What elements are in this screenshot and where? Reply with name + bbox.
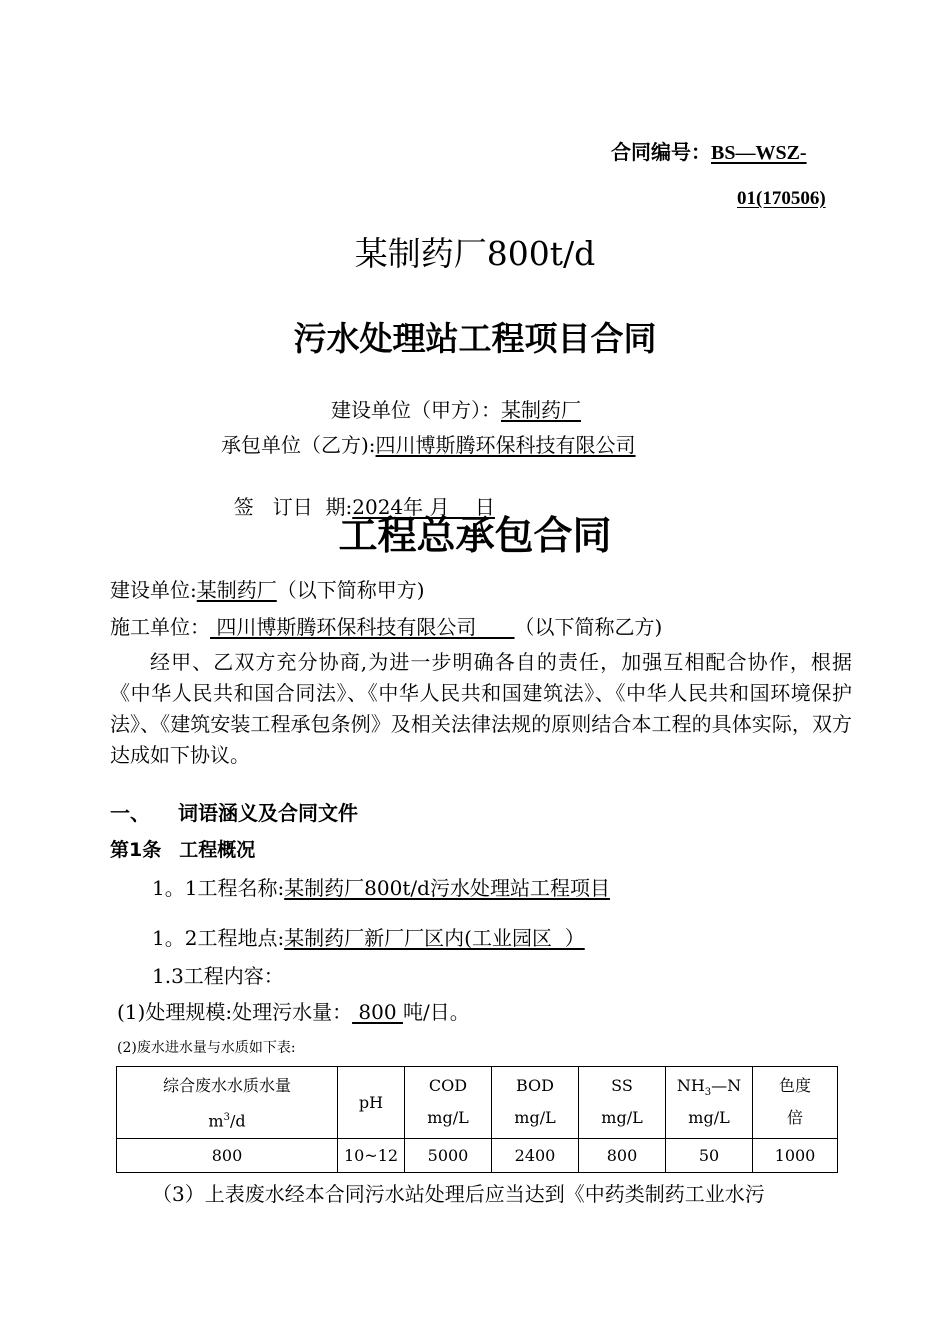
intro-paragraph: 经甲、乙双方充分协商,为进一步明确各自的责任，加强互相配合协作，根据《中华人民共和国合同法》、《中华人民共和国建筑法》、《中华人民共和国环境保护法》、《建筑安装工程承包条例》及相关法律法规的原则结合本工程的具体实际，双方达成如下协议。 (110, 650, 852, 767)
table-cell: 50 (666, 1139, 753, 1173)
treatment-scale (117, 996, 470, 1025)
article-heading (110, 835, 255, 862)
project-name-label: 1。1工程名称: (152, 876, 285, 900)
party-builder (110, 611, 662, 640)
header-cell-volume: 综合废水水质水量 $m^3/d$ (117, 1067, 338, 1139)
cover-owner-value: 某制药厂 (501, 398, 581, 422)
project-content-label: 1.3工程内容： (152, 964, 284, 988)
cover-owner (331, 394, 581, 423)
table-header-row (117, 1067, 838, 1139)
header-cell-ph: pH (338, 1067, 405, 1139)
header-cell-nh3n: $NH_3—N$ mg/L (666, 1067, 753, 1139)
party-builder-value: 四川博斯腾环保科技有限公司 (210, 615, 515, 639)
cover-owner-label: 建设单位（甲方）： (331, 398, 501, 422)
section-heading (110, 797, 358, 826)
treatment-scale-prefix: (1)处理规模:处理污水量： (117, 1000, 353, 1024)
main-title: 工程总承包合同 (338, 514, 612, 559)
party-owner-label: 建设单位: (110, 578, 197, 602)
cover-contractor-label: 承包单位（乙方): (221, 433, 376, 457)
table-cell: 2400 (492, 1139, 579, 1173)
party-owner-suffix: （以下简称甲方) (276, 578, 425, 602)
project-site (152, 922, 585, 951)
contract-number-label: 合同编号： (611, 140, 711, 164)
article-title: 工程概况 (179, 839, 256, 861)
project-name (152, 872, 610, 901)
cover-contractor-value: 四川博斯腾环保科技有限公司 (375, 433, 636, 457)
table-cell: 1000 (753, 1139, 838, 1173)
party-builder-label: 施工单位： (110, 615, 210, 639)
project-site-label: 1。2工程地点: (152, 926, 285, 950)
header-cell-color: 色度 倍 (753, 1067, 838, 1139)
article-number: 第1条 (110, 839, 162, 861)
cover-title-line2: 污水处理站工程项目合同 (293, 319, 657, 358)
table-cell: 800 (117, 1139, 338, 1173)
party-builder-suffix: （以下简称乙方) (514, 615, 663, 639)
water-quality-table (116, 1066, 838, 1173)
table-row (117, 1139, 838, 1173)
party-owner (110, 574, 425, 603)
table-cell: 5000 (405, 1139, 492, 1173)
section-title: 词语涵义及合同文件 (178, 801, 358, 825)
trailing-paragraph-line: （3）上表废水经本合同污水站处理后应当达到《中药类制药工业水污 (152, 1182, 765, 1206)
project-site-value: 某制药厂新厂厂区内(工业园区 ） (284, 926, 585, 950)
cover-title-line1: 某制药厂800t/d (354, 234, 596, 273)
contract-number (611, 136, 807, 165)
header-cell-ss: SS mg/L (579, 1067, 666, 1139)
table-cell: 800 (579, 1139, 666, 1173)
project-name-value: 某制药厂800t/d污水处理站工程项目 (284, 876, 610, 900)
header-cell-bod: BOD mg/L (492, 1067, 579, 1139)
table-caption: (2)废水进水量与水质如下表: (117, 1040, 296, 1056)
party-owner-value: 某制药厂 (196, 578, 277, 602)
treatment-scale-value: 800 (352, 1000, 403, 1024)
contract-number-value-part1: BS—WSZ- (711, 142, 807, 164)
treatment-scale-suffix: 吨/日。 (402, 1000, 470, 1024)
cover-contractor (221, 429, 636, 458)
section-number: 一、 (110, 801, 150, 825)
header-cell-cod: COD mg/L (405, 1067, 492, 1139)
cover-date-label: 签 订日 期: (233, 495, 353, 519)
table-cell: 10~12 (338, 1139, 405, 1173)
cover-date-value: 2024年 月 日 (352, 495, 495, 519)
contract-number-value-part2: 01(170506) (737, 188, 826, 209)
